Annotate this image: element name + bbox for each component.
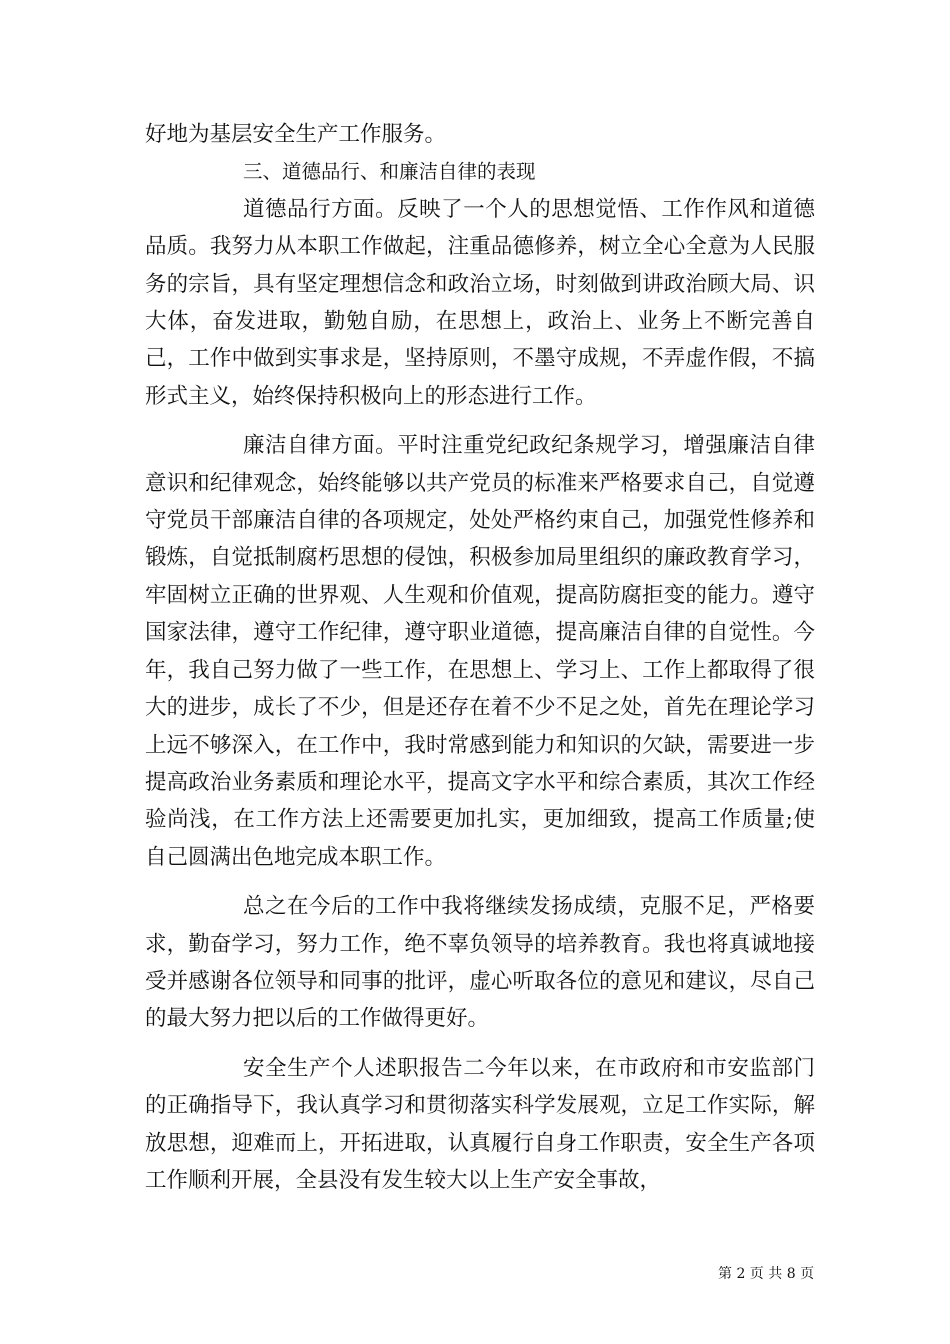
paragraph-integrity: 廉洁自律方面。平时注重党纪政纪条规学习，增强廉洁自律意识和纪律观念，始终能够以共产党员的标准来严格要求自己，自觉遵守党员干部廉洁自律的各项规定，处处严格约束自己，加强党性修养和锻炼，自觉抵制腐朽思想的侵蚀，积极参加局里组织的廉政教育学习，牢固树立正确的世界观、人生观和价值观，提高防腐拒变的能力。遵守国家法律，遵守工作纪律，遵守职业道德，提高廉洁自律的自觉性。今年，我自己努力做了一些工作，在思想上、学习上、工作上都取得了很大的进步，成长了不少，但是还存在着不少不足之处，首先在理论学习上远不够深入，在工作中，我时常感到能力和知识的欠缺，需要进一步提高政治业务素质和理论水平，提高文字水平和综合素质，其次工作经验尚浅，在工作方法上还需要更加扎实，更加细致，提高工作质量;使自己圆满出色地完成本职工作。 [145, 433, 815, 870]
paragraph-moral-conduct: 道德品行方面。反映了一个人的思想觉悟、工作作风和道德品质。我努力从本职工作做起，注重品德修养，树立全心全意为人民服务的宗旨，具有坚定理想信念和政治立场，时刻做到讲政治顾大局、识大体，奋发进取，勤勉自励，在思想上，政治上、业务上不断完善自己，工作中做到实事求是，坚持原则，不墨守成规，不弄虚作假，不搞形式主义，始终保持积极向上的形态进行工作。 [145, 196, 815, 409]
section-heading: 三、道德品行、和廉洁自律的表现 [243, 160, 536, 184]
document-body [145, 116, 815, 1199]
paragraph-report-two: 安全生产个人述职报告二今年以来，在市政府和市安监部门的正确指导下，我认真学习和贯彻落实科学发展观，立足工作实际，解放思想，迎难而上，开拓进取，认真履行自身工作职责，安全生产各项工作顺利开展，全县没有发生较大以上生产安全事故， [145, 1055, 815, 1193]
page-number-footer: 第 2 页 共 8 页 [718, 1266, 815, 1282]
paragraph-continuation: 好地为基层安全生产工作服务。 [145, 122, 447, 147]
paragraph-conclusion: 总之在今后的工作中我将继续发扬成绩，克服不足，严格要求，勤奋学习，努力工作，绝不辜负领导的培养教育。我也将真诚地接受并感谢各位领导和同事的批评，虚心听取各位的意见和建议，尽自己的最大努力把以后的工作做得更好。 [145, 894, 815, 1032]
